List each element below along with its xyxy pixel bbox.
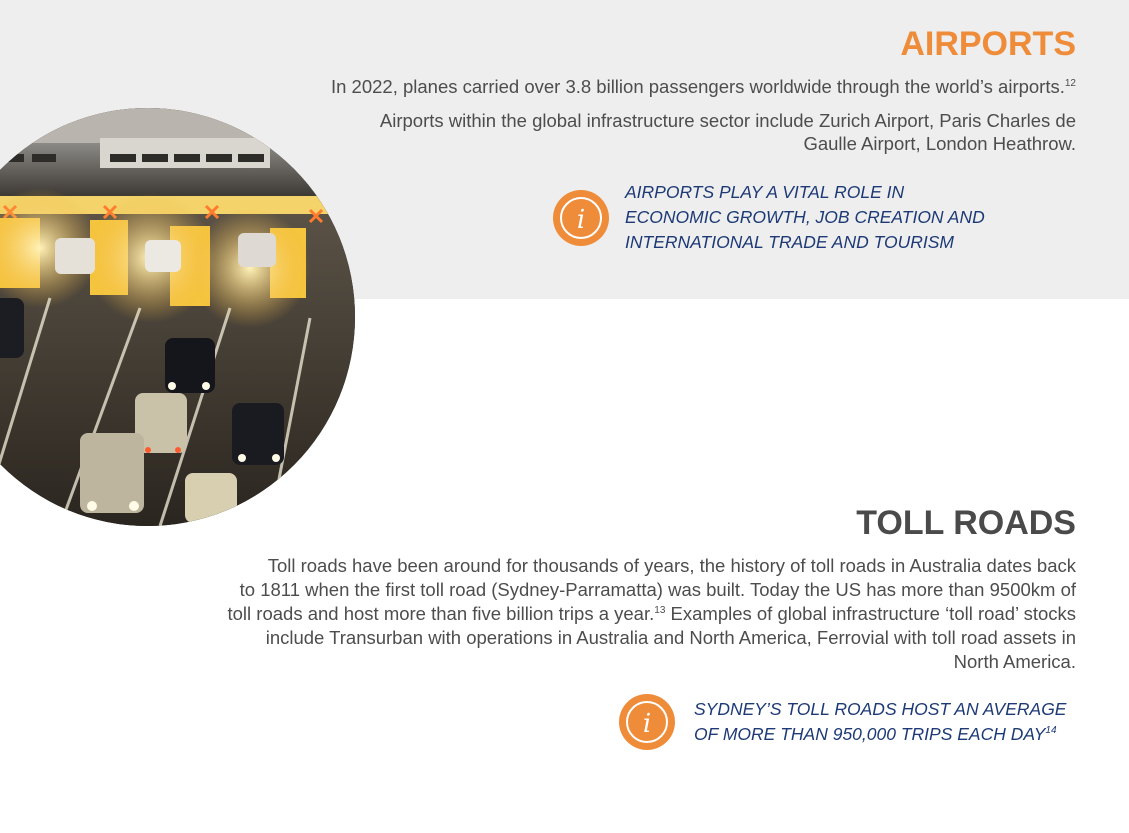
toll-roads-line-3b: Examples of global infrastructure ‘toll road’ stocks bbox=[665, 603, 1076, 624]
toll-roads-line-1: Toll roads have been around for thousands of years, the history of toll roads in Australia dates back bbox=[267, 555, 1076, 576]
footnote-ref-12: 12 bbox=[1064, 77, 1076, 89]
airports-callout-line-2: ECONOMIC GROWTH, JOB CREATION AND bbox=[625, 207, 985, 227]
footnote-ref-14: 14 bbox=[1045, 725, 1057, 737]
airports-paragraph-2-line-1: Airports within the global infrastructure sector include Zurich Airport, Paris Charles de bbox=[379, 110, 1076, 131]
toll-roads-line-2: to 1811 when the first toll road (Sydney-Parramatta) was built. Today the US has more than 9500km of bbox=[239, 579, 1076, 600]
airports-callout-text bbox=[625, 180, 985, 255]
airports-paragraph-2 bbox=[380, 109, 1076, 155]
toll-roads-callout bbox=[619, 694, 1066, 750]
toll-roads-line-3a: toll roads and host more than five billion trips a year. bbox=[227, 603, 655, 624]
svg-text:i: i bbox=[642, 709, 652, 739]
info-icon bbox=[619, 694, 675, 750]
airports-callout-line-3: INTERNATIONAL TRADE AND TOURISM bbox=[625, 232, 954, 252]
svg-text:i: i bbox=[576, 204, 586, 235]
toll-roads-title: TOLL ROADS bbox=[856, 504, 1076, 542]
toll-roads-line-4: include Transurban with operations in Australia and North America, Ferrovial with toll road assets in bbox=[265, 627, 1076, 648]
airports-paragraph-2-line-2: Gaulle Airport, London Heathrow. bbox=[803, 133, 1076, 154]
info-icon bbox=[553, 190, 609, 246]
toll-roads-callout-line-2: OF MORE THAN 950,000 TRIPS EACH DAY bbox=[694, 724, 1046, 744]
airports-paragraph-1-text: In 2022, planes carried over 3.8 billion passengers worldwide through the world’s airports. bbox=[330, 76, 1065, 97]
toll-roads-line-5: North America. bbox=[953, 651, 1076, 672]
airports-callout-line-1: AIRPORTS PLAY A VITAL ROLE IN bbox=[625, 182, 905, 202]
toll-roads-paragraph bbox=[228, 554, 1077, 674]
footnote-ref-13: 13 bbox=[654, 604, 666, 616]
toll-roads-callout-line-1: SYDNEY’S TOLL ROADS HOST AN AVERAGE bbox=[694, 699, 1067, 719]
toll-roads-callout-text bbox=[694, 697, 1066, 747]
airports-title: AIRPORTS bbox=[900, 25, 1076, 63]
airports-callout bbox=[553, 180, 985, 255]
airports-paragraph-1 bbox=[331, 75, 1076, 98]
